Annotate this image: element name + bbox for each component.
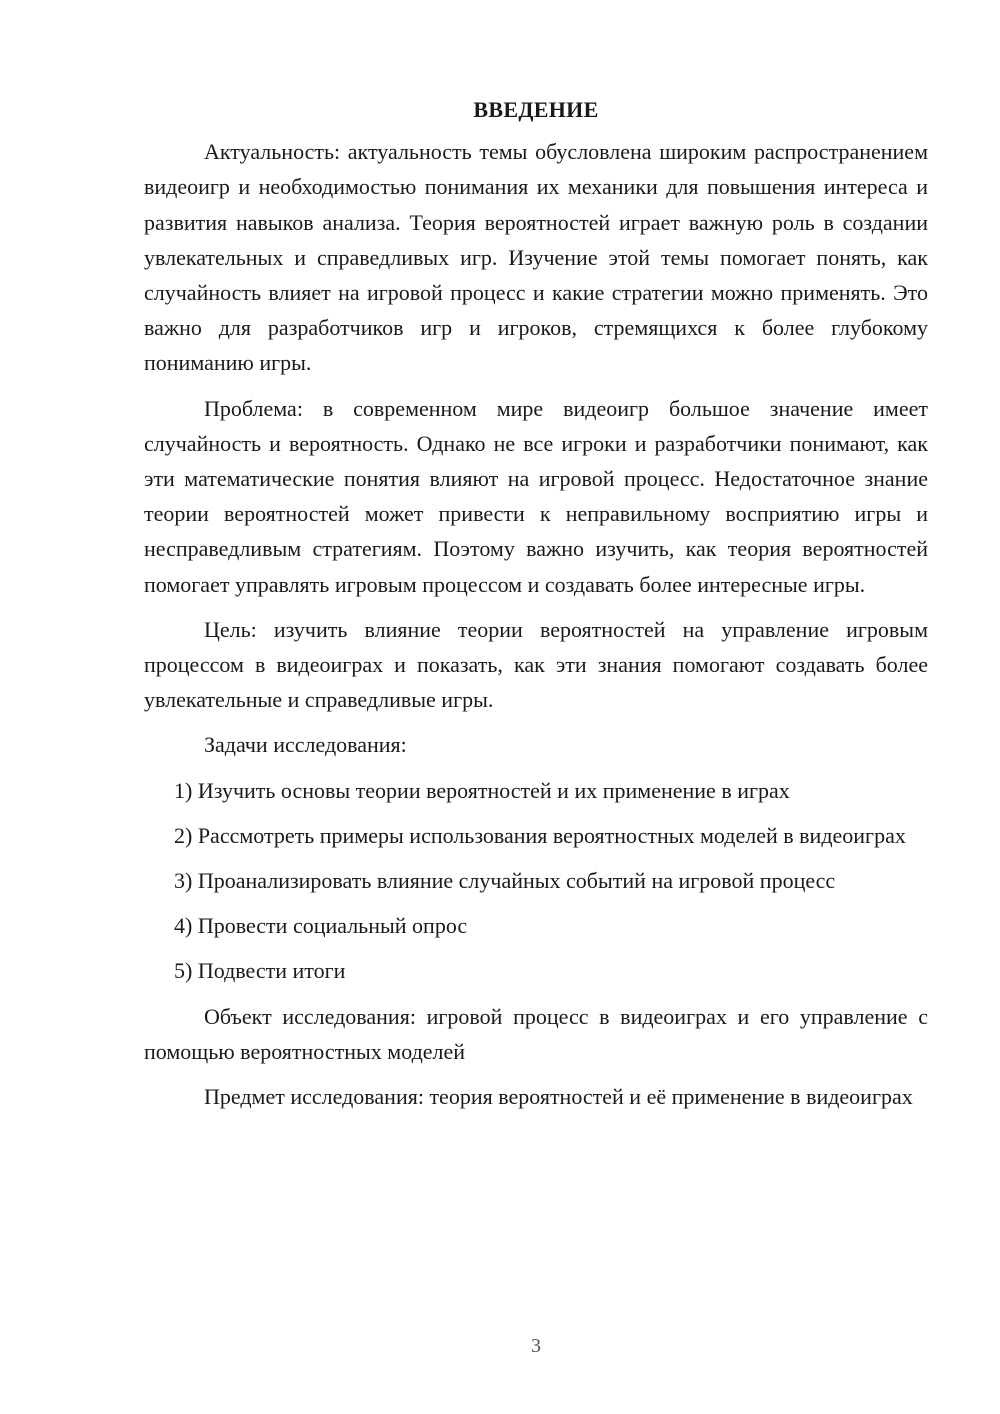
paragraph-problem: Проблема: в современном мире видеоигр большое значение имеет случайность и вероятность. Однако не все игроки и разработчики понимают, как эти математические понятия влияют на игровой процесс. Недостаточное знание теории вероятностей может привести к неправильному восприятию игры и несправедливым стратегиям. Поэтому важно изучить, как теория вероятностей помогает управлять игровым процессом и создавать более интересные игры.: [144, 395, 928, 597]
paragraph-subject: Предмет исследования: теория вероятностей и её применение в видеоиграх: [204, 1084, 913, 1110]
tasks-list: [144, 773, 928, 989]
page-title: ВВЕДЕНИЕ: [473, 97, 599, 122]
paragraph-relevance: Актуальность: актуальность темы обусловлена широким распространением видеоигр и необходимостью понимания их механики для повышения интереса и развития навыков анализа. Теория вероятностей играет важную роль в создании увлекательных и справедливых игр. Изучение этой темы помогает понять, как случайность влияет на игровой процесс и какие стратегии можно применять. Это важно для разработчиков игр и игроков, стремящихся к более глубокому пониманию игры.: [144, 139, 928, 376]
list-item: 2) Рассмотреть примеры использования вероятностных моделей в видеоиграх: [174, 822, 906, 848]
paragraph-object: Объект исследования: игровой процесс в видеоиграх и его управление с помощью вероятностных моделей: [144, 1003, 928, 1064]
list-item: 4) Провести социальный опрос: [174, 913, 468, 939]
page-content: [144, 92, 928, 1124]
page-number: 3: [531, 1335, 541, 1357]
list-item: 3) Проанализировать влияние случайных событий на игровой процесс: [174, 868, 836, 894]
list-item: 1) Изучить основы теории вероятностей и их применение в играх: [174, 777, 790, 803]
list-item: 5) Подвести итоги: [174, 958, 346, 984]
paragraph-tasks-heading: Задачи исследования:: [204, 732, 407, 758]
paragraph-goal: Цель: изучить влияние теории вероятностей на управление игровым процессом в видеоиграх и показать, как эти знания помогают создавать более увлекательные и справедливые игры.: [144, 616, 928, 713]
